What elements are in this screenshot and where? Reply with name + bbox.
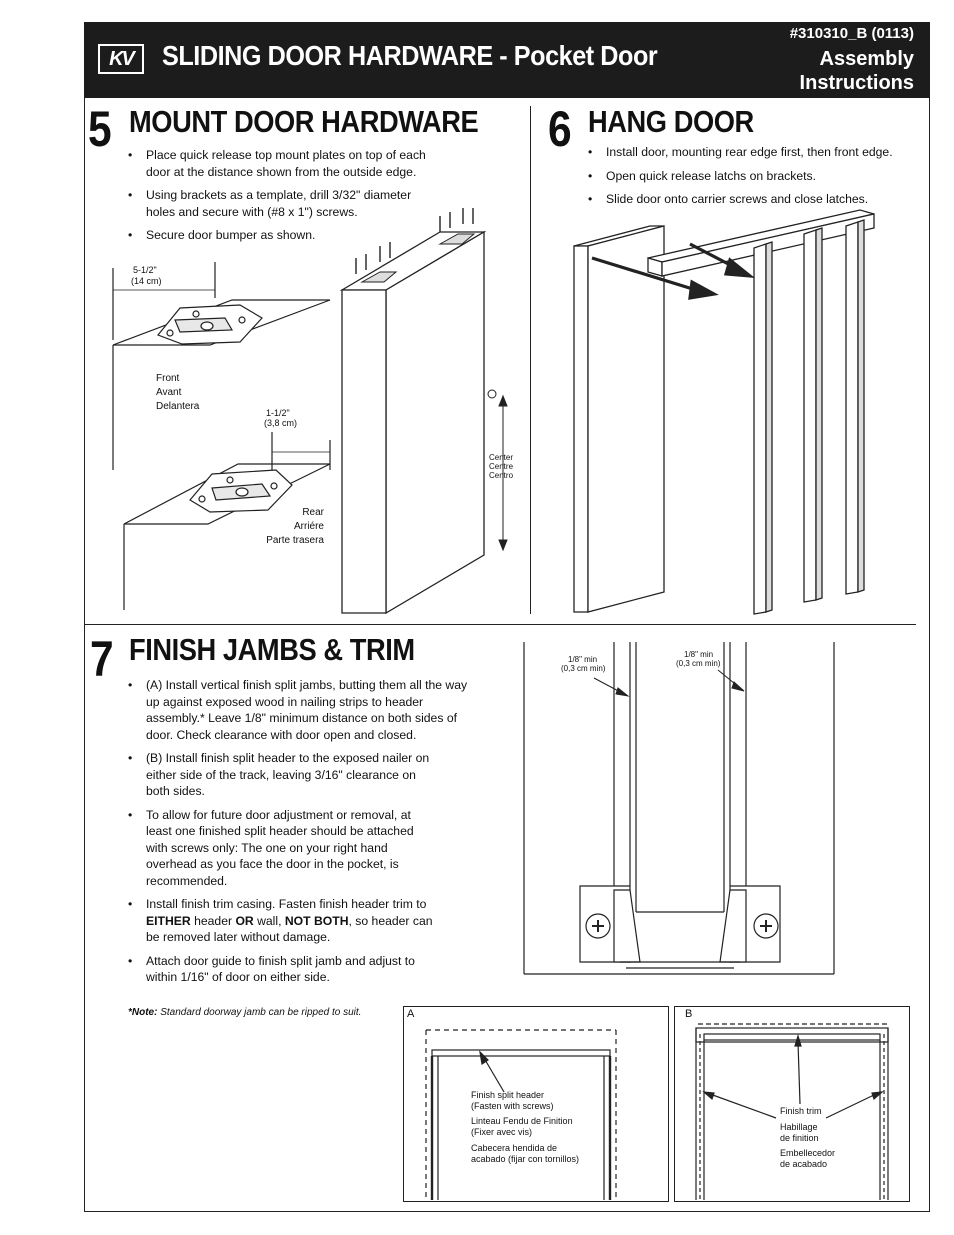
kv-logo: KV (98, 44, 144, 74)
step-7-bullet: • (A) Install vertical finish split jambs, butting them all the way up against exposed wood in nailing strips to header assembly.* Leave 1/8" minimum distance on both sides of door. Check clearance with door open and closed. (128, 677, 478, 743)
step-7-bullet: • (B) Install finish split header to the exposed nailer on either side of the track, leaving 3/16" clearance on both sides. (128, 750, 436, 800)
step-6-bullet: • Install door, mounting rear edge first, then front edge. (588, 144, 908, 161)
panel-b-label-en: Finish trim (780, 1106, 822, 1116)
step-6-bullet: • Slide door onto carrier screws and close latches. (588, 191, 908, 208)
left-clearance-metric: (0,3 cm min) (561, 664, 606, 673)
panel-b-label-fr-sub: de finition (780, 1133, 819, 1143)
step-6-number: 6 (548, 101, 572, 157)
panel-a-label-es-sub: acabado (fijar con tornillos) (471, 1154, 580, 1164)
center-label-es: Centro (489, 471, 514, 480)
panel-b-label-fr: Habillage (780, 1122, 818, 1132)
rear-label-en: Rear (302, 507, 324, 518)
panel-a-label-fr-sub: (Fixer avec vis) (471, 1127, 533, 1137)
step-5-bullet: • Place quick release top mount plates on top of each door at the distance shown from the outside edge. (128, 147, 428, 180)
document-code: #310310_B (0113) (789, 25, 914, 42)
left-clearance-label: 1/8" min (568, 655, 598, 664)
note-label: *Note: (128, 1007, 158, 1018)
center-label-fr: Centre (489, 462, 514, 471)
step-7-number: 7 (90, 631, 114, 687)
document-subtitle: Assembly Instructions (799, 48, 914, 94)
right-clearance-metric: (0,3 cm min) (676, 659, 721, 668)
panel-a-label-en: Finish split header (471, 1090, 545, 1100)
step-7-bullet: • Install finish trim casing. Fasten finish header trim to EITHER header OR wall, NOT BOTH, so header can be removed later without damage. (128, 896, 436, 946)
front-label-en: Front (156, 373, 180, 384)
panel-a-label-en-sub: (Fasten with screws) (471, 1101, 554, 1111)
step-5-bullet: • Using brackets as a template, drill 3/32" diameter holes and secure with (#8 x 1") screws. (128, 187, 428, 220)
panel-b-letter: B (685, 1008, 693, 1020)
front-label-es: Delantera (156, 401, 200, 412)
step-6-title: HANG DOOR (588, 104, 754, 139)
front-dimension-metric: (14 cm) (131, 276, 162, 286)
step-5-title: MOUNT DOOR HARDWARE (129, 104, 479, 139)
panel-b-label-es-sub: de acabado (780, 1159, 828, 1169)
step-6-bullet: • Open quick release latchs on brackets. (588, 168, 908, 185)
step-7-title: FINISH JAMBS & TRIM (129, 632, 415, 667)
rear-dimension-metric: (3,8 cm) (264, 418, 298, 428)
panel-a-letter: A (407, 1008, 415, 1020)
center-label-en: Center (489, 453, 514, 462)
panel-a-label-fr: Linteau Fendu de Finition (471, 1116, 573, 1126)
rear-dimension-label: 1-1/2" (266, 408, 290, 418)
panel-a-label-es: Cabecera hendida de (471, 1143, 558, 1153)
note-text: Standard doorway jamb can be ripped to suit. (160, 1007, 362, 1018)
panel-b-label-es: Embellecedor (780, 1148, 836, 1158)
rear-label-fr: Arriére (293, 521, 324, 532)
step-7-bullet: • Attach door guide to finish split jamb and adjust to within 1/16" of door on either side. (128, 953, 436, 986)
front-dimension-label: 5-1/2" (133, 265, 157, 275)
right-clearance-label: 1/8" min (684, 650, 714, 659)
step-5-number: 5 (88, 101, 112, 157)
rear-label-es: Parte trasera (266, 535, 324, 546)
step-7-bullet: • To allow for future door adjustment or removal, at least one finished split header should be attached with screws only: The one on your right hand overhead as you face the door in the pocket, is recommended. (128, 807, 436, 890)
step-5-bullet: • Secure door bumper as shown. (128, 227, 428, 244)
front-label-fr: Avant (156, 387, 182, 398)
page-title: SLIDING DOOR HARDWARE - Pocket Door (162, 40, 658, 71)
